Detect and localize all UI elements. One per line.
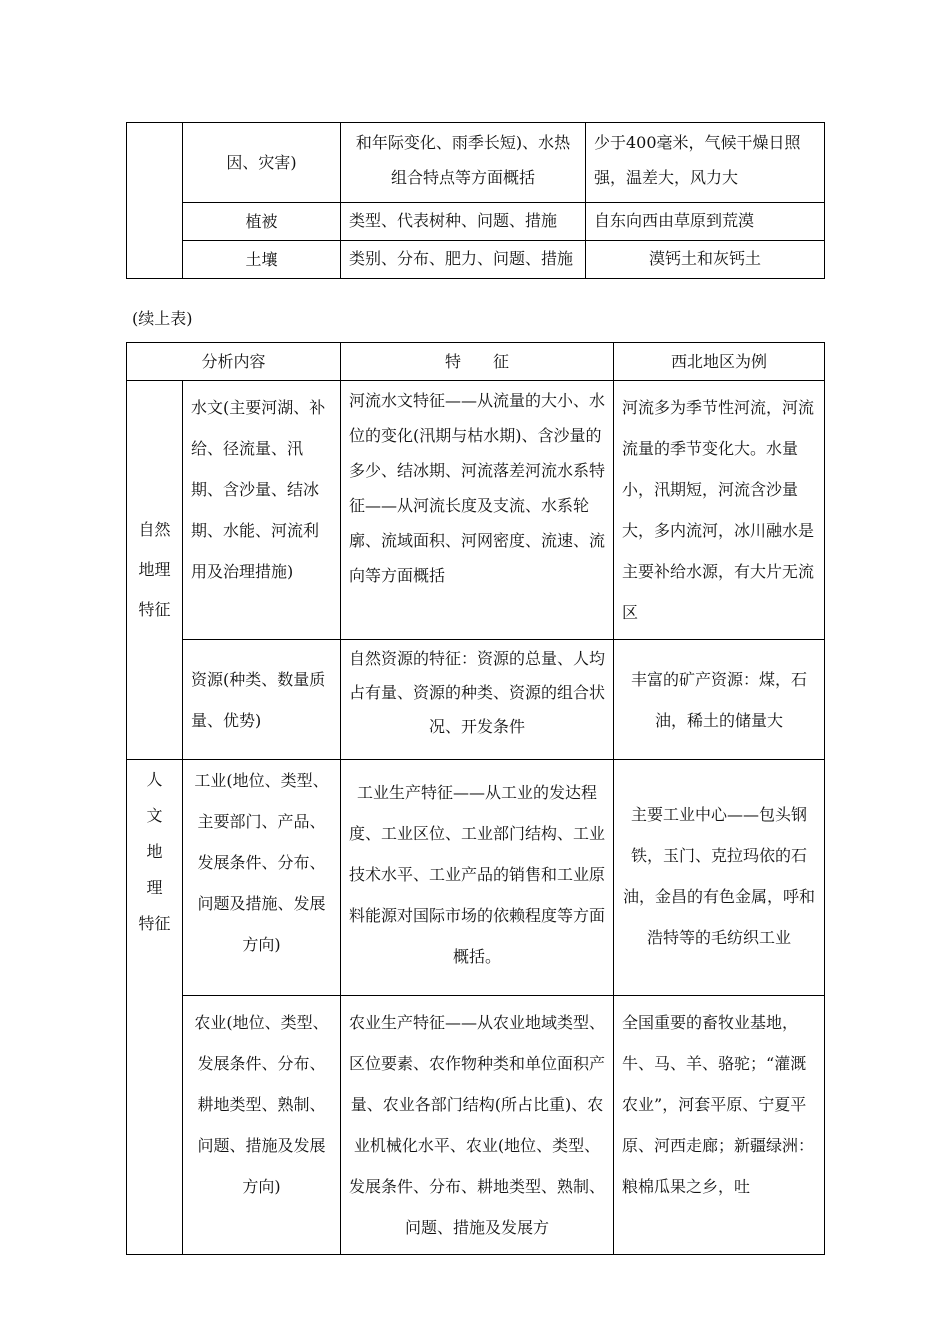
group-human-char: 特征 [138, 914, 171, 933]
group-human [127, 760, 183, 1255]
table-row [127, 996, 825, 1255]
group-human-char: 地 [146, 842, 163, 861]
sub-item-cell: 土壤 [183, 241, 341, 279]
table-row [127, 241, 825, 279]
sub-item-cell: 因、灾害) [183, 123, 341, 203]
example-cell: 自东向西由草原到荒漠 [586, 203, 825, 241]
sub-item-cell: 植被 [183, 203, 341, 241]
sub-item-cell: 资源(种类、数量质量、优势) [183, 640, 341, 760]
example-cell: 全国重要的畜牧业基地，牛、马、羊、骆驼；“灌溉农业”，河套平原、宁夏平原、河西走廊；新疆绿洲：粮棉瓜果之乡，吐 [614, 996, 825, 1255]
feature-cell: 类型、代表树种、问题、措施 [341, 203, 586, 241]
feature-cell: 工业生产特征——从工业的发达程度、工业区位、工业部门结构、工业技术水平、工业产品的销售和工业原料能源对国际市场的依赖程度等方面概括。 [341, 760, 614, 996]
example-cell: 丰富的矿产资源：煤，石油，稀土的储量大 [614, 640, 825, 760]
example-cell: 少于400毫米，气候干燥日照强，温差大，风力大 [586, 123, 825, 203]
table-row [127, 123, 825, 203]
table-row [127, 640, 825, 760]
table-row [127, 203, 825, 241]
feature-cell: 河流水文特征——从流量的大小、水位的变化(汛期与枯水期)、含沙量的多少、结冰期、河流落差河流水系特征——从河流长度及支流、水系轮廓、流域面积、河网密度、流速、流向等方面概括 [341, 381, 614, 640]
feature-cell: 农业生产特征——从农业地域类型、区位要素、农作物种类和单位面积产量、农业各部门结构(所占比重)、农业机械化水平、农业(地位、类型、发展条件、分布、耕地类型、熟制、问题、措施及发展方 [341, 996, 614, 1255]
group-natural: 自然地理特征 [127, 381, 183, 760]
feature-cell: 和年际变化、雨季长短)、水热组合特点等方面概括 [341, 123, 586, 203]
group-human-char: 文 [146, 806, 163, 825]
header-analysis: 分析内容 [127, 343, 341, 381]
feature-cell: 类别、分布、肥力、问题、措施 [341, 241, 586, 279]
group-human-char: 理 [146, 878, 163, 897]
group-cell-empty [127, 123, 183, 279]
sub-item-cell: 工业(地位、类型、主要部门、产品、发展条件、分布、问题及措施、发展方向) [183, 760, 341, 996]
feature-cell: 自然资源的特征：资源的总量、人均占有量、资源的种类、资源的组合状况、开发条件 [341, 640, 614, 760]
analysis-table [126, 342, 825, 1255]
header-row [127, 343, 825, 381]
table-top-continuation [126, 122, 825, 279]
example-cell: 主要工业中心——包头钢铁，玉门、克拉玛依的石油，金昌的有色金属，呼和浩特等的毛纺织工业 [614, 760, 825, 996]
header-feature: 特 征 [341, 343, 614, 381]
sub-item-cell: 农业(地位、类型、发展条件、分布、耕地类型、熟制、问题、措施及发展方向) [183, 996, 341, 1255]
example-cell: 河流多为季节性河流，河流流量的季节变化大。水量小，汛期短，河流含沙量大，多内流河，冰川融水是主要补给水源，有大片无流区 [614, 381, 825, 640]
table-row [127, 381, 825, 640]
header-example: 西北地区为例 [614, 343, 825, 381]
group-human-char: 人 [146, 770, 163, 789]
continued-label: (续上表) [132, 309, 193, 328]
example-cell: 漠钙土和灰钙土 [586, 241, 825, 279]
table-row [127, 760, 825, 996]
sub-item-cell: 水文(主要河湖、补给、径流量、汛期、含沙量、结冰期、水能、河流利用及治理措施) [183, 381, 341, 640]
